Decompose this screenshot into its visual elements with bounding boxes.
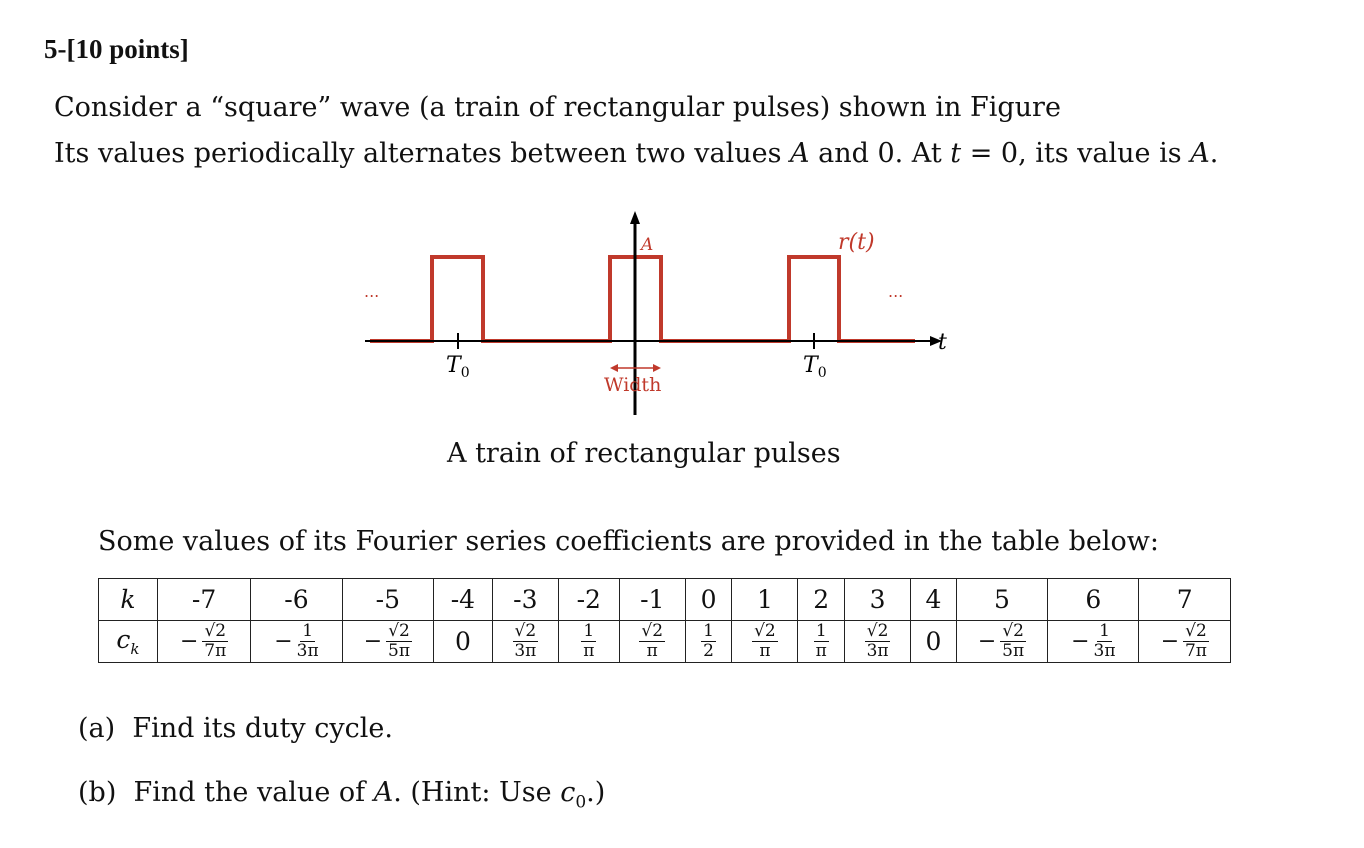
k-cell: -3 (492, 579, 558, 621)
fraction-denominator: 3π (866, 641, 889, 661)
coefficient-fraction (202, 623, 228, 660)
period-label-right (803, 353, 827, 381)
figure-caption: A train of rectangular pulses (447, 438, 841, 469)
var-c-subscript: 0 (575, 792, 587, 813)
coefficient-fraction (639, 623, 665, 660)
k-cell: -5 (342, 579, 433, 621)
question-b (78, 777, 605, 812)
coefficient-cell: 0 (911, 621, 957, 663)
fraction-numerator: 1 (302, 621, 314, 641)
c-symbol: c (116, 625, 131, 654)
coefficient-cell (1139, 621, 1231, 663)
period-symbol: T (803, 353, 818, 378)
fraction-numerator: 1 (815, 621, 827, 641)
fraction-numerator: √2 (514, 621, 537, 641)
var-A: A (373, 777, 394, 808)
var-A: A (790, 138, 810, 169)
k-cell: 4 (911, 579, 957, 621)
width-label: Width (604, 374, 662, 396)
table-row-k (99, 579, 1231, 621)
row-label-c (99, 621, 158, 663)
intro-text: and 0. At (809, 138, 951, 169)
k-cell: -4 (433, 579, 492, 621)
fraction-denominator: 3π (1093, 641, 1116, 661)
var-t: t (950, 138, 962, 169)
coefficient-cell: 0 (433, 621, 492, 663)
c-subscript: k (130, 640, 140, 658)
coefficient-sign: − (1071, 629, 1090, 654)
amplitude-axis-arrow (630, 211, 640, 224)
fraction-denominator: π (646, 641, 658, 661)
k-cell: -2 (558, 579, 619, 621)
pulse-train-signal (370, 257, 915, 341)
fraction-denominator: 3π (514, 641, 537, 661)
coefficient-sign: − (977, 629, 997, 654)
fourier-coefficient-table (98, 578, 1231, 663)
question-b-text: .) (586, 777, 606, 808)
k-cell: 0 (685, 579, 732, 621)
k-cell: -7 (157, 579, 250, 621)
fraction-numerator: √2 (204, 621, 227, 641)
coefficient-cell (956, 621, 1047, 663)
coefficient-cell (845, 621, 911, 663)
coefficient-fraction (1183, 623, 1209, 660)
k-cell: 2 (798, 579, 845, 621)
k-cell: 7 (1139, 579, 1231, 621)
fraction-denominator: π (759, 641, 771, 661)
fraction-numerator: √2 (1185, 621, 1207, 641)
coefficient-cell (685, 621, 732, 663)
amplitude-label: A (641, 235, 654, 255)
problem-heading: 5-[10 points] (44, 34, 189, 64)
coefficient-cell (492, 621, 558, 663)
intro-text: Its values periodically alternates between two values (54, 138, 791, 169)
signal-label: r(t) (838, 230, 875, 255)
coefficient-fraction (752, 623, 778, 660)
time-axis-label: t (938, 330, 947, 355)
row-label-k: k (99, 579, 158, 621)
fraction-denominator: 5π (388, 641, 411, 661)
coefficient-sign: − (1160, 629, 1180, 654)
fraction-numerator: 1 (583, 621, 595, 641)
k-cell: -1 (619, 579, 685, 621)
coefficient-fraction (865, 623, 891, 660)
period-subscript: 0 (817, 365, 827, 381)
coefficient-fraction (701, 623, 716, 660)
fraction-denominator: 7π (204, 641, 227, 661)
var-A: A (1190, 138, 1210, 169)
coefficient-fraction (814, 623, 829, 660)
coefficient-fraction (581, 623, 596, 660)
intro-text: = 0, its value is (961, 138, 1191, 169)
intro-text: . (1209, 138, 1219, 169)
fraction-denominator: 7π (1184, 641, 1207, 661)
question-a-text: Find its duty cycle. (132, 713, 393, 744)
intro-line-2 (54, 138, 1218, 169)
question-b-text: Find the value of (133, 777, 374, 808)
ellipsis-left: ... (364, 282, 380, 301)
coefficient-cell (558, 621, 619, 663)
k-cell: 1 (732, 579, 798, 621)
width-arrowhead-left (610, 364, 618, 372)
width-arrowhead-right (653, 364, 661, 372)
coefficient-fraction (386, 623, 412, 660)
table-row-c (99, 621, 1231, 663)
coefficient-cell (342, 621, 433, 663)
period-subscript: 0 (460, 365, 470, 381)
question-b-text: . (Hint: Use (393, 777, 561, 808)
coefficient-cell (619, 621, 685, 663)
fraction-numerator: √2 (641, 621, 664, 641)
period-label-left (446, 353, 470, 381)
coefficient-cell (798, 621, 845, 663)
fraction-numerator: 1 (703, 621, 714, 641)
intro-line-1: Consider a “square” wave (a train of rectangular pulses) shown in Figure (54, 92, 1061, 123)
fraction-numerator: √2 (1002, 621, 1024, 641)
question-a-label: (a) (78, 713, 116, 744)
coefficient-cell (732, 621, 798, 663)
fraction-numerator: 1 (1099, 621, 1110, 641)
fraction-numerator: √2 (388, 621, 410, 641)
k-cell: 3 (845, 579, 911, 621)
ellipsis-right: ... (888, 282, 904, 301)
fraction-numerator: √2 (866, 621, 889, 641)
coefficient-fraction (1000, 623, 1026, 660)
coefficient-cell (251, 621, 342, 663)
table-intro: Some values of its Fourier series coefficients are provided in the table below: (98, 526, 1159, 557)
fraction-denominator: 5π (1002, 641, 1025, 661)
k-cell: 6 (1048, 579, 1139, 621)
fraction-denominator: 3π (296, 641, 319, 661)
coefficient-cell (1048, 621, 1139, 663)
k-cell: -6 (251, 579, 342, 621)
fraction-denominator: 2 (703, 641, 714, 661)
coefficient-sign: − (274, 629, 293, 654)
coefficient-sign: − (180, 629, 199, 654)
fraction-denominator: π (583, 641, 595, 661)
question-a (78, 713, 393, 744)
coefficient-cell (157, 621, 250, 663)
coefficient-sign: − (363, 629, 383, 654)
coefficient-fraction (1094, 623, 1116, 660)
fraction-numerator: √2 (754, 621, 776, 641)
k-cell: 5 (956, 579, 1047, 621)
var-c: c (560, 777, 576, 808)
period-symbol: T (446, 353, 461, 378)
fraction-denominator: π (815, 641, 827, 661)
pulse-train-figure (340, 200, 980, 415)
coefficient-fraction (297, 623, 319, 660)
coefficient-fraction (513, 623, 539, 660)
question-b-label: (b) (78, 777, 117, 808)
